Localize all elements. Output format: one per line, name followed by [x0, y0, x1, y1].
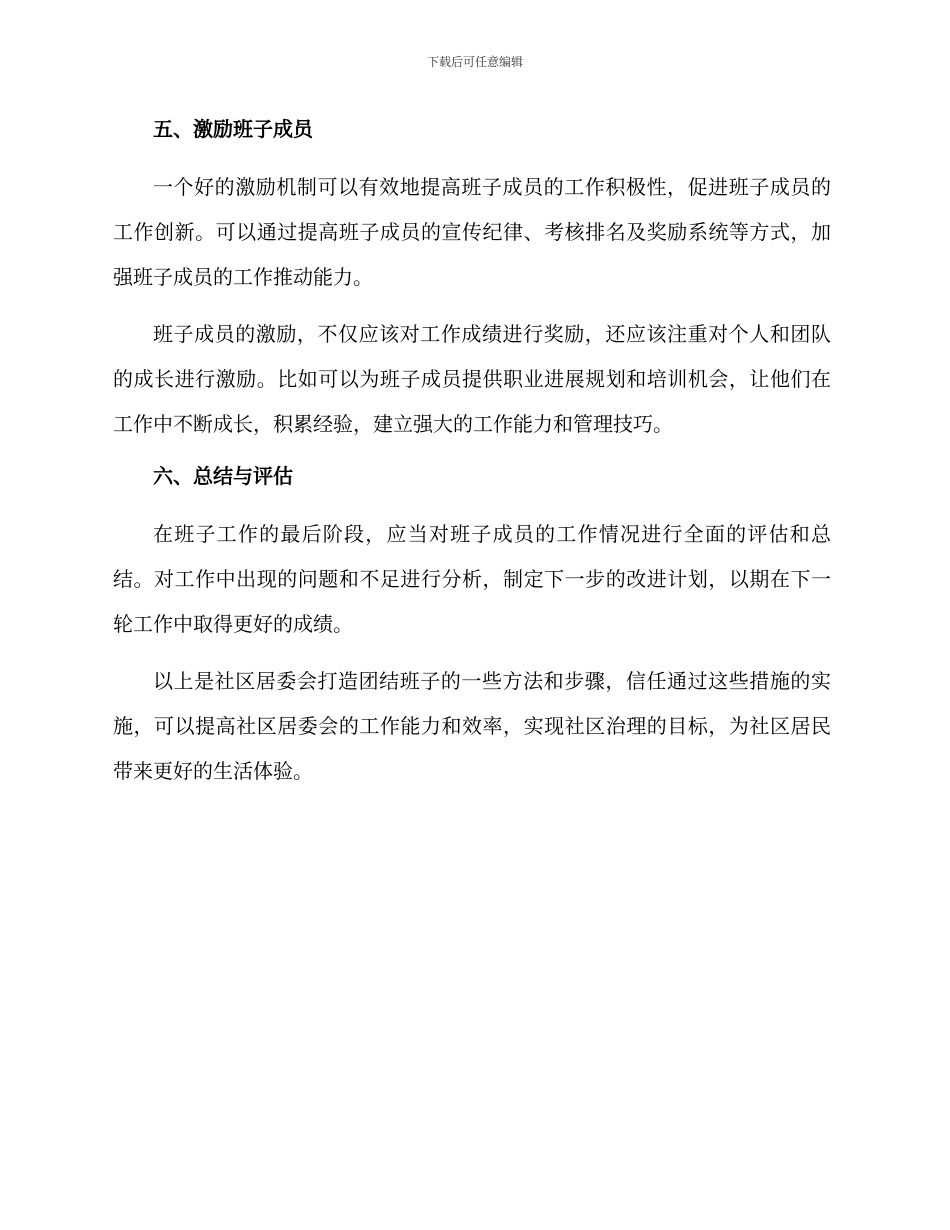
paragraph: 在班子工作的最后阶段，应当对班子成员的工作情况进行全面的评估和总结。对工作中出现的问题和不足进行分析，制定下一步的改进计划，以期在下一轮工作中取得更好的成绩。 — [113, 522, 831, 636]
section-heading-incentives: 五、激励班子成员 — [153, 117, 313, 141]
paragraph: 一个好的激励机制可以有效地提高班子成员的工作积极性，促进班子成员的工作创新。可以通过提高班子成员的宣传纪律、考核排名及奖励系统等方式，加强班子成员的工作推动能力。 — [113, 175, 831, 289]
document-body — [113, 110, 831, 794]
section-heading-summary: 六、总结与评估 — [153, 464, 293, 488]
paragraph: 以上是社区居委会打造团结班子的一些方法和步骤，信任通过这些措施的实施，可以提高社区居委会的工作能力和效率，实现社区治理的目标，为社区居民带来更好的生活体验。 — [113, 669, 831, 783]
paragraph: 班子成员的激励，不仅应该对工作成绩进行奖励，还应该注重对个人和团队的成长进行激励。比如可以为班子成员提供职业进展规划和培训机会，让他们在工作中不断成长，积累经验，建立强大的工作能力和管理技巧。 — [113, 322, 831, 436]
header-note: 下载后可任意编辑 — [426, 55, 523, 69]
